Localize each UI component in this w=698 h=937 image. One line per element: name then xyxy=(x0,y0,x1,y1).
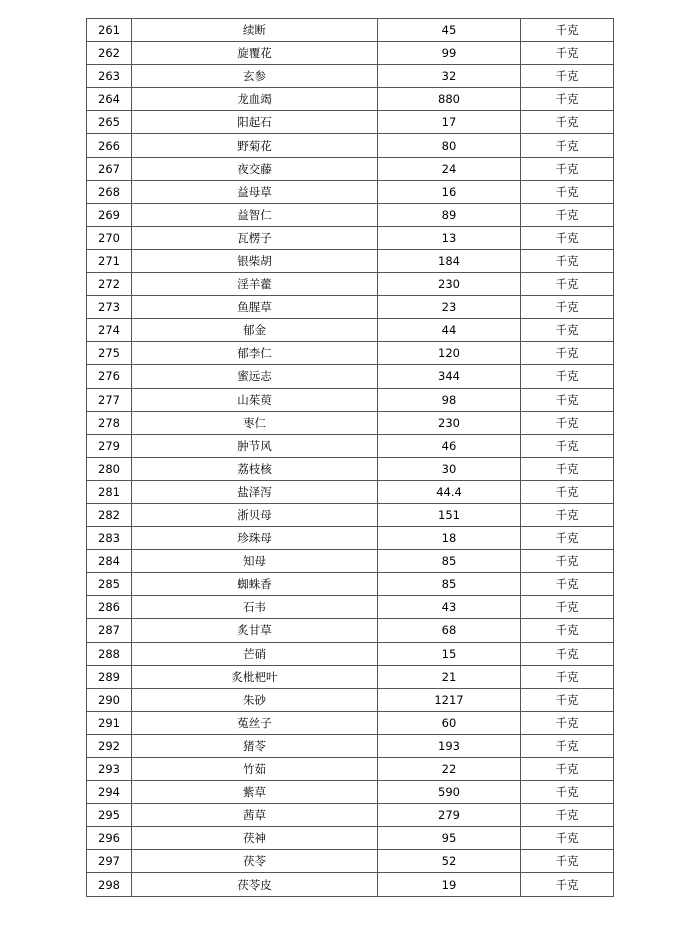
herb-name-cell: 蜘蛛香 xyxy=(132,573,378,596)
herb-name-cell: 荔枝核 xyxy=(132,457,378,480)
table-row xyxy=(87,781,614,804)
unit-cell: 千克 xyxy=(521,42,614,65)
quantity-cell: 89 xyxy=(378,203,521,226)
row-number-cell: 286 xyxy=(87,596,132,619)
table-row xyxy=(87,550,614,573)
herb-name-cell: 盐泽泻 xyxy=(132,480,378,503)
unit-cell: 千克 xyxy=(521,642,614,665)
table-row xyxy=(87,19,614,42)
table-row xyxy=(87,873,614,896)
table-row xyxy=(87,111,614,134)
unit-cell: 千克 xyxy=(521,457,614,480)
herb-name-cell: 炙甘草 xyxy=(132,619,378,642)
unit-cell: 千克 xyxy=(521,804,614,827)
herb-name-cell: 蜜远志 xyxy=(132,365,378,388)
row-number-cell: 293 xyxy=(87,758,132,781)
unit-cell: 千克 xyxy=(521,665,614,688)
table-row xyxy=(87,596,614,619)
row-number-cell: 268 xyxy=(87,180,132,203)
quantity-cell: 95 xyxy=(378,827,521,850)
table-row xyxy=(87,88,614,111)
quantity-cell: 880 xyxy=(378,88,521,111)
row-number-cell: 287 xyxy=(87,619,132,642)
quantity-cell: 80 xyxy=(378,134,521,157)
quantity-cell: 30 xyxy=(378,457,521,480)
table-row xyxy=(87,619,614,642)
unit-cell: 千克 xyxy=(521,273,614,296)
quantity-cell: 85 xyxy=(378,573,521,596)
herb-name-cell: 竹茹 xyxy=(132,758,378,781)
quantity-cell: 45 xyxy=(378,19,521,42)
row-number-cell: 274 xyxy=(87,319,132,342)
herb-name-cell: 郁李仁 xyxy=(132,342,378,365)
table-body xyxy=(87,19,614,897)
row-number-cell: 298 xyxy=(87,873,132,896)
herb-name-cell: 朱砂 xyxy=(132,688,378,711)
herb-name-cell: 淫羊藿 xyxy=(132,273,378,296)
quantity-cell: 230 xyxy=(378,411,521,434)
unit-cell: 千克 xyxy=(521,850,614,873)
herb-name-cell: 紫草 xyxy=(132,781,378,804)
unit-cell: 千克 xyxy=(521,734,614,757)
quantity-cell: 120 xyxy=(378,342,521,365)
table-row xyxy=(87,388,614,411)
quantity-cell: 184 xyxy=(378,249,521,272)
table-row xyxy=(87,226,614,249)
table-row xyxy=(87,758,614,781)
table-row xyxy=(87,480,614,503)
unit-cell: 千克 xyxy=(521,134,614,157)
herb-name-cell: 野菊花 xyxy=(132,134,378,157)
herb-name-cell: 阳起石 xyxy=(132,111,378,134)
table-row xyxy=(87,42,614,65)
herb-name-cell: 石韦 xyxy=(132,596,378,619)
row-number-cell: 280 xyxy=(87,457,132,480)
row-number-cell: 270 xyxy=(87,226,132,249)
table-row xyxy=(87,249,614,272)
table-row xyxy=(87,365,614,388)
herb-name-cell: 枣仁 xyxy=(132,411,378,434)
unit-cell: 千克 xyxy=(521,711,614,734)
table-row xyxy=(87,827,614,850)
table-row xyxy=(87,411,614,434)
herb-name-cell: 龙血竭 xyxy=(132,88,378,111)
table-row xyxy=(87,573,614,596)
quantity-cell: 13 xyxy=(378,226,521,249)
quantity-cell: 16 xyxy=(378,180,521,203)
quantity-cell: 24 xyxy=(378,157,521,180)
herb-name-cell: 玄参 xyxy=(132,65,378,88)
table-row xyxy=(87,65,614,88)
herb-name-cell: 银柴胡 xyxy=(132,249,378,272)
table-row xyxy=(87,503,614,526)
unit-cell: 千克 xyxy=(521,157,614,180)
unit-cell: 千克 xyxy=(521,781,614,804)
unit-cell: 千克 xyxy=(521,619,614,642)
unit-cell: 千克 xyxy=(521,226,614,249)
unit-cell: 千克 xyxy=(521,19,614,42)
herb-name-cell: 瓦楞子 xyxy=(132,226,378,249)
quantity-cell: 17 xyxy=(378,111,521,134)
herb-name-cell: 茯苓皮 xyxy=(132,873,378,896)
table-row xyxy=(87,296,614,319)
herb-name-cell: 山茱萸 xyxy=(132,388,378,411)
unit-cell: 千克 xyxy=(521,596,614,619)
table-row xyxy=(87,273,614,296)
row-number-cell: 264 xyxy=(87,88,132,111)
quantity-cell: 32 xyxy=(378,65,521,88)
quantity-cell: 19 xyxy=(378,873,521,896)
quantity-cell: 590 xyxy=(378,781,521,804)
row-number-cell: 284 xyxy=(87,550,132,573)
quantity-cell: 21 xyxy=(378,665,521,688)
unit-cell: 千克 xyxy=(521,296,614,319)
table-row xyxy=(87,734,614,757)
herb-name-cell: 茯苓 xyxy=(132,850,378,873)
table-row xyxy=(87,319,614,342)
unit-cell: 千克 xyxy=(521,411,614,434)
table-row xyxy=(87,850,614,873)
row-number-cell: 269 xyxy=(87,203,132,226)
unit-cell: 千克 xyxy=(521,88,614,111)
row-number-cell: 279 xyxy=(87,434,132,457)
row-number-cell: 277 xyxy=(87,388,132,411)
unit-cell: 千克 xyxy=(521,503,614,526)
unit-cell: 千克 xyxy=(521,249,614,272)
unit-cell: 千克 xyxy=(521,480,614,503)
quantity-cell: 15 xyxy=(378,642,521,665)
row-number-cell: 267 xyxy=(87,157,132,180)
table-row xyxy=(87,665,614,688)
quantity-cell: 22 xyxy=(378,758,521,781)
quantity-cell: 18 xyxy=(378,527,521,550)
unit-cell: 千克 xyxy=(521,203,614,226)
herb-name-cell: 浙贝母 xyxy=(132,503,378,526)
unit-cell: 千克 xyxy=(521,827,614,850)
herb-name-cell: 旋覆花 xyxy=(132,42,378,65)
table-row xyxy=(87,134,614,157)
herb-name-cell: 猪苓 xyxy=(132,734,378,757)
quantity-cell: 44.4 xyxy=(378,480,521,503)
row-number-cell: 275 xyxy=(87,342,132,365)
unit-cell: 千克 xyxy=(521,319,614,342)
unit-cell: 千克 xyxy=(521,573,614,596)
unit-cell: 千克 xyxy=(521,758,614,781)
row-number-cell: 288 xyxy=(87,642,132,665)
unit-cell: 千克 xyxy=(521,873,614,896)
row-number-cell: 276 xyxy=(87,365,132,388)
quantity-cell: 344 xyxy=(378,365,521,388)
herb-name-cell: 益智仁 xyxy=(132,203,378,226)
herb-name-cell: 茯神 xyxy=(132,827,378,850)
unit-cell: 千克 xyxy=(521,688,614,711)
row-number-cell: 291 xyxy=(87,711,132,734)
quantity-cell: 46 xyxy=(378,434,521,457)
herb-name-cell: 茜草 xyxy=(132,804,378,827)
table-row xyxy=(87,180,614,203)
row-number-cell: 281 xyxy=(87,480,132,503)
table-row xyxy=(87,711,614,734)
table-row xyxy=(87,457,614,480)
herb-name-cell: 芒硝 xyxy=(132,642,378,665)
unit-cell: 千克 xyxy=(521,111,614,134)
quantity-cell: 68 xyxy=(378,619,521,642)
row-number-cell: 261 xyxy=(87,19,132,42)
table-row xyxy=(87,527,614,550)
quantity-cell: 52 xyxy=(378,850,521,873)
row-number-cell: 265 xyxy=(87,111,132,134)
row-number-cell: 285 xyxy=(87,573,132,596)
unit-cell: 千克 xyxy=(521,527,614,550)
unit-cell: 千克 xyxy=(521,342,614,365)
unit-cell: 千克 xyxy=(521,550,614,573)
row-number-cell: 266 xyxy=(87,134,132,157)
herb-name-cell: 续断 xyxy=(132,19,378,42)
table-row xyxy=(87,804,614,827)
quantity-cell: 279 xyxy=(378,804,521,827)
table-row xyxy=(87,157,614,180)
quantity-cell: 151 xyxy=(378,503,521,526)
quantity-cell: 60 xyxy=(378,711,521,734)
table-row xyxy=(87,342,614,365)
unit-cell: 千克 xyxy=(521,434,614,457)
herb-quantity-table xyxy=(86,18,614,897)
quantity-cell: 23 xyxy=(378,296,521,319)
row-number-cell: 296 xyxy=(87,827,132,850)
quantity-cell: 99 xyxy=(378,42,521,65)
quantity-cell: 44 xyxy=(378,319,521,342)
row-number-cell: 292 xyxy=(87,734,132,757)
row-number-cell: 295 xyxy=(87,804,132,827)
row-number-cell: 273 xyxy=(87,296,132,319)
row-number-cell: 290 xyxy=(87,688,132,711)
unit-cell: 千克 xyxy=(521,365,614,388)
row-number-cell: 278 xyxy=(87,411,132,434)
unit-cell: 千克 xyxy=(521,388,614,411)
herb-name-cell: 炙枇杷叶 xyxy=(132,665,378,688)
herb-name-cell: 益母草 xyxy=(132,180,378,203)
herb-name-cell: 菟丝子 xyxy=(132,711,378,734)
table-row xyxy=(87,642,614,665)
table-row xyxy=(87,688,614,711)
herb-name-cell: 肿节风 xyxy=(132,434,378,457)
row-number-cell: 262 xyxy=(87,42,132,65)
row-number-cell: 294 xyxy=(87,781,132,804)
unit-cell: 千克 xyxy=(521,65,614,88)
table-row xyxy=(87,434,614,457)
row-number-cell: 283 xyxy=(87,527,132,550)
row-number-cell: 263 xyxy=(87,65,132,88)
quantity-cell: 193 xyxy=(378,734,521,757)
herb-name-cell: 鱼腥草 xyxy=(132,296,378,319)
quantity-cell: 230 xyxy=(378,273,521,296)
quantity-cell: 98 xyxy=(378,388,521,411)
herb-name-cell: 郁金 xyxy=(132,319,378,342)
row-number-cell: 272 xyxy=(87,273,132,296)
row-number-cell: 282 xyxy=(87,503,132,526)
herb-name-cell: 珍珠母 xyxy=(132,527,378,550)
table-row xyxy=(87,203,614,226)
quantity-cell: 43 xyxy=(378,596,521,619)
quantity-cell: 1217 xyxy=(378,688,521,711)
row-number-cell: 297 xyxy=(87,850,132,873)
herb-name-cell: 知母 xyxy=(132,550,378,573)
quantity-cell: 85 xyxy=(378,550,521,573)
row-number-cell: 271 xyxy=(87,249,132,272)
unit-cell: 千克 xyxy=(521,180,614,203)
row-number-cell: 289 xyxy=(87,665,132,688)
herb-name-cell: 夜交藤 xyxy=(132,157,378,180)
